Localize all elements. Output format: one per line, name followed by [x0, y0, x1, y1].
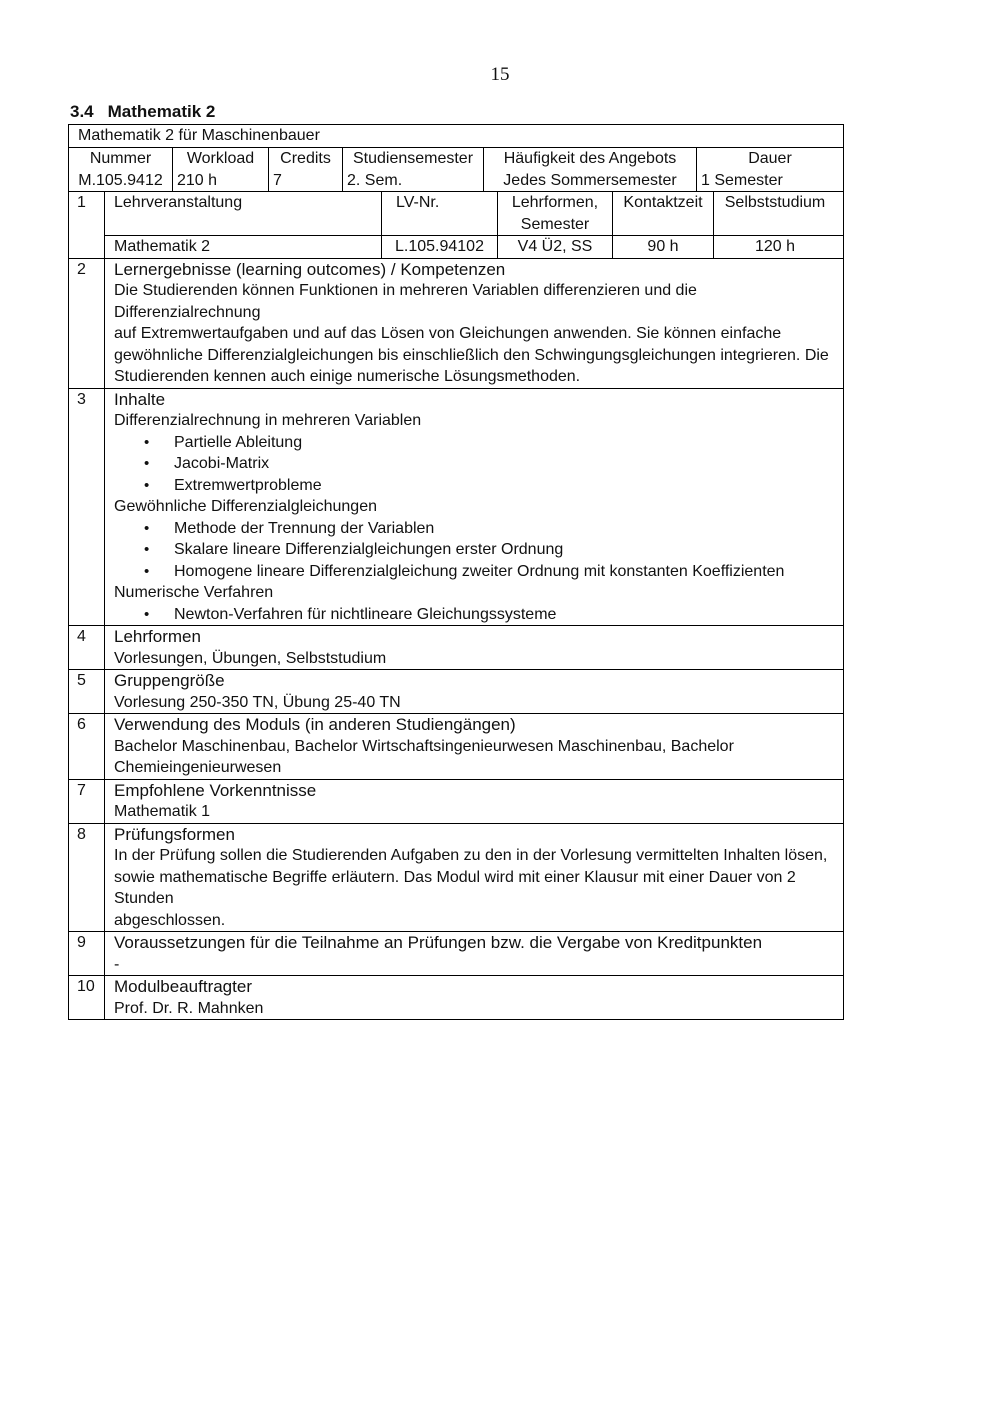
- content-list: [114, 432, 837, 497]
- text-line: Studierenden kennen auch einige numerische Lösungsmethoden.: [114, 368, 581, 385]
- row-title: Modulbeauftragter: [114, 977, 252, 996]
- header-workload: [173, 148, 269, 191]
- text-line: Die Studierenden können Funktionen in mehreren Variablen differenzieren und die Differenzialrechnung: [114, 282, 697, 321]
- header-semester: [343, 148, 484, 191]
- value-duration: 1 Semester: [701, 171, 783, 189]
- row-10: [68, 975, 844, 1020]
- list-item: • Homogene lineare Differenzialgleichung zweiter Ordnung mit konstanten Koeffizienten: [174, 561, 837, 583]
- row-4: [68, 625, 844, 669]
- row-6-body: [105, 714, 843, 779]
- label-semester: Studiensemester: [352, 150, 474, 167]
- row-number: 5: [69, 670, 105, 713]
- text-line: sowie mathematische Begriffe erläutern. Das Modul wird mit einer Klausur mit einer Dauer von 2 Stunden: [114, 868, 796, 907]
- header-credits: [269, 148, 343, 191]
- text-line: abgeschlossen.: [114, 911, 226, 929]
- row-number: 3: [69, 389, 105, 626]
- label-contact: Kontaktzeit: [612, 192, 713, 235]
- text-line: Prof. Dr. R. Mahnken: [114, 999, 264, 1017]
- row-title: Lehrformen: [114, 627, 201, 646]
- row-3: [68, 388, 844, 626]
- content-group-title: Numerische Verfahren: [114, 584, 274, 601]
- row-2-body: [105, 259, 843, 388]
- value-course: Mathematik 2: [114, 238, 211, 255]
- header-nummer: [69, 148, 173, 191]
- module-table: [68, 124, 844, 1020]
- row-title: Inhalte: [114, 389, 166, 409]
- value-self: 120 h: [713, 236, 836, 258]
- row-5-body: [105, 670, 843, 713]
- section-title: [70, 102, 215, 122]
- row-number: 6: [69, 714, 105, 779]
- row-10-body: [105, 976, 843, 1019]
- label-forms: [497, 192, 612, 235]
- label-credits: Credits: [280, 150, 331, 167]
- label-forms-a: Lehrformen,: [511, 194, 599, 211]
- label-forms-b: Semester: [520, 215, 590, 233]
- label-duration: Dauer: [748, 150, 792, 167]
- list-item: • Partielle Ableitung: [174, 432, 837, 454]
- text-line: -: [114, 955, 120, 973]
- row-9: [68, 931, 844, 975]
- content-group-title: Differenzialrechnung in mehreren Variablen: [114, 412, 422, 429]
- row-title: Lernergebnisse (learning outcomes) / Kompetenzen: [114, 259, 506, 279]
- text-line: auf Extremwertaufgaben und auf das Lösen von Gleichungen anwenden. Sie können einfache: [114, 325, 782, 342]
- row-3-body: [105, 389, 843, 626]
- row-6: [68, 713, 844, 779]
- header-duration: [697, 148, 843, 191]
- text-line: Mathematik 1: [114, 803, 211, 820]
- list-item: • Newton-Verfahren für nichtlineare Gleichungssysteme: [174, 604, 837, 626]
- value-semester: 2. Sem.: [347, 171, 403, 189]
- row-4-body: [105, 626, 843, 669]
- list-item: • Extremwertprobleme: [174, 475, 837, 497]
- label-frequency: Häufigkeit des Angebots: [503, 150, 677, 167]
- row-7: [68, 779, 844, 823]
- text-line: In der Prüfung sollen die Studierenden Aufgaben zu den in der Vorlesung vermittelten Inhalten lösen,: [114, 847, 828, 864]
- list-item: • Methode der Trennung der Variablen: [174, 518, 837, 540]
- label-workload: Workload: [186, 150, 255, 167]
- row-2: [68, 258, 844, 388]
- row-number: 7: [69, 780, 105, 823]
- module-title: Mathematik 2 für Maschinenbauer: [68, 124, 844, 147]
- row-number: 10: [69, 976, 105, 1019]
- value-frequency: Jedes Sommersemester: [503, 171, 677, 189]
- row-title: Verwendung des Moduls (in anderen Studiengängen): [114, 715, 516, 734]
- content-list: [114, 604, 837, 626]
- section-name: Mathematik 2: [107, 102, 216, 121]
- label-nummer: Nummer: [89, 150, 152, 167]
- text-line: Vorlesung 250-350 TN, Übung 25-40 TN: [114, 693, 401, 711]
- row-7-body: [105, 780, 843, 823]
- text-line: Chemieingenieurwesen: [114, 759, 282, 776]
- label-self: Selbststudium: [713, 192, 836, 235]
- value-forms: V4 Ü2, SS: [497, 236, 612, 258]
- row-title: Gruppengröße: [114, 671, 225, 690]
- row-9-body: [105, 932, 843, 975]
- course-row: [105, 235, 843, 258]
- row-title: Empfohlene Vorkenntnisse: [114, 780, 317, 800]
- row-number: 2: [69, 259, 105, 388]
- row-number: 9: [69, 932, 105, 975]
- page-number: 15: [490, 64, 510, 85]
- row-title: Prüfungsformen: [114, 824, 235, 844]
- header-frequency: [484, 148, 697, 191]
- text-line: Vorlesungen, Übungen, Selbststudium: [114, 649, 387, 667]
- row-8: [68, 823, 844, 932]
- section-number: 3.4: [70, 102, 94, 121]
- label-lv: LV-Nr.: [381, 192, 497, 235]
- row-number: 1: [69, 192, 105, 258]
- value-workload: 210 h: [177, 171, 218, 189]
- row-1-body: [105, 192, 843, 258]
- row-8-body: [105, 824, 843, 932]
- row-number: 4: [69, 626, 105, 669]
- text-line: Bachelor Maschinenbau, Bachelor Wirtschaftsingenieurwesen Maschinenbau, Bachelor: [114, 737, 734, 755]
- value-lv: L.105.94102: [381, 236, 497, 258]
- text-line: gewöhnliche Differenzialgleichungen bis einschließlich den Schwingungsgleichungen integrieren. Die: [114, 346, 829, 364]
- module-header-grid: [68, 147, 844, 191]
- row-number: 8: [69, 824, 105, 932]
- course-header: [105, 192, 843, 235]
- content-list: [114, 518, 837, 583]
- value-contact: 90 h: [612, 236, 713, 258]
- label-course: Lehrveranstaltung: [114, 194, 243, 211]
- row-5: [68, 669, 844, 713]
- list-item: • Jacobi-Matrix: [174, 453, 837, 475]
- value-credits: 7: [273, 171, 282, 189]
- row-title: Voraussetzungen für die Teilnahme an Prüfungen bzw. die Vergabe von Kreditpunkten: [114, 933, 763, 952]
- content-group-title: Gewöhnliche Differenzialgleichungen: [114, 498, 377, 515]
- row-1: [68, 191, 844, 258]
- list-item: • Skalare lineare Differenzialgleichungen erster Ordnung: [174, 539, 837, 561]
- value-nummer: M.105.9412: [78, 171, 163, 189]
